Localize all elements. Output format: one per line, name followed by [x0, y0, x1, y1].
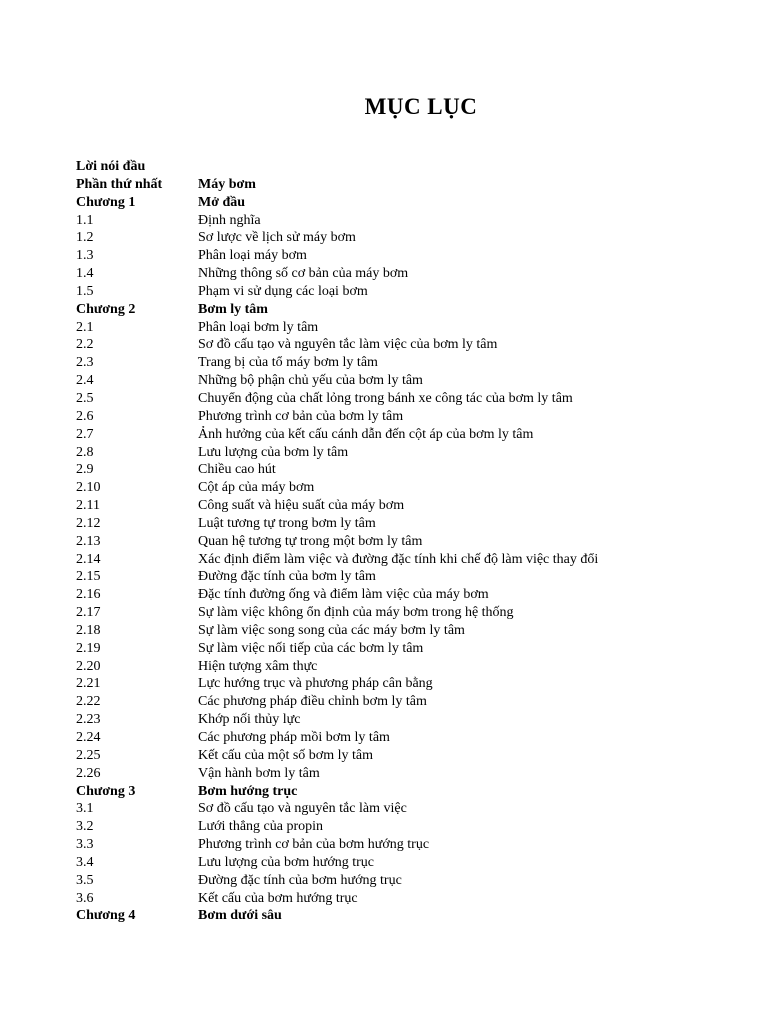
toc-entry — [76, 836, 756, 854]
toc-entry-title: Phân loại bơm ly tâm — [198, 319, 319, 335]
toc-entry-title: Lưới thẳng của propin — [198, 819, 324, 835]
toc-entry — [76, 729, 756, 747]
toc-entry-number: 2.16 — [76, 587, 101, 603]
toc-entry-title: Trang bị của tổ máy bơm ly tâm — [198, 355, 378, 371]
toc-entry-title: Sơ lược về lịch sử máy bơm — [198, 230, 356, 246]
toc-entry-number: 1.2 — [76, 230, 94, 246]
toc-entry — [76, 319, 756, 337]
toc-entry-title: Các phương pháp mồi bơm ly tâm — [198, 730, 390, 745]
toc-entry-title: Đường đặc tính của bơm hướng trục — [198, 872, 402, 888]
toc-entry — [76, 497, 756, 515]
toc-entry-number: Phần thứ nhất — [76, 176, 163, 192]
toc-entry-number: 2.6 — [76, 408, 94, 424]
toc-entry — [76, 301, 756, 319]
toc-entry-number: 2.4 — [76, 373, 94, 389]
toc-entry-title: Sự làm việc song song của các máy bơm ly tâm — [198, 622, 465, 638]
toc-entry — [76, 783, 756, 801]
toc-entry-title: Lưu lượng của bơm hướng trục — [198, 854, 374, 870]
toc-entry — [76, 747, 756, 765]
toc-entry-number: 2.11 — [76, 498, 100, 514]
toc-entry-number: 2.12 — [76, 515, 101, 531]
toc-entry-number: 2.22 — [76, 694, 101, 710]
toc-entry — [76, 568, 756, 586]
toc-entry-title: Quan hệ tương tự trong một bơm ly tâm — [198, 533, 423, 549]
toc-entry-number: 2.20 — [76, 658, 101, 674]
toc-entry-number: Chương 1 — [76, 194, 136, 210]
toc-entry — [76, 444, 756, 462]
toc-entry — [76, 390, 756, 408]
toc-entry — [76, 640, 756, 658]
toc-entry — [76, 818, 756, 836]
toc-entry-title: Kết cấu của một số bơm ly tâm — [198, 747, 373, 763]
toc-entry — [76, 907, 756, 925]
toc-entry-title: Sự làm việc không ổn định của máy bơm trong hệ thống — [198, 605, 514, 621]
toc-entry-number: 1.4 — [76, 266, 94, 282]
toc-entry-number: Chương 4 — [76, 908, 136, 924]
toc-entry-number: 1.5 — [76, 283, 94, 299]
toc-entry — [76, 176, 756, 194]
toc-entry-number: 2.10 — [76, 480, 101, 496]
toc-entry — [76, 336, 756, 354]
toc-entry-number: 2.7 — [76, 426, 94, 442]
toc-entry — [76, 854, 756, 872]
toc-entry — [76, 622, 756, 640]
toc-entry-number: 2.17 — [76, 605, 101, 621]
toc-entry-number: 2.1 — [76, 319, 94, 335]
toc-entry-number: 2.23 — [76, 712, 101, 728]
toc-entry-title: Khớp nối thủy lực — [198, 712, 301, 728]
toc-entry-title: Lưu lượng của bơm ly tâm — [198, 444, 349, 460]
toc-entry — [76, 675, 756, 693]
toc-entry-title: Bơm dưới sâu — [198, 908, 282, 924]
toc-entry — [76, 229, 756, 247]
toc-entry — [76, 533, 756, 551]
toc-entry — [76, 800, 756, 818]
toc-entry-number: 2.24 — [76, 730, 101, 745]
toc-entry — [76, 586, 756, 604]
toc-entry-number: 2.13 — [76, 533, 101, 549]
toc-entry-title: Lực hướng trục và phương pháp cân bằng — [198, 676, 433, 692]
toc-entry-number: 2.15 — [76, 569, 101, 585]
toc-entry-title: Phương trình cơ bản của bơm ly tâm — [198, 408, 404, 424]
toc-entry — [76, 194, 756, 212]
toc-entry-number: 3.6 — [76, 890, 94, 906]
toc-entry-title: Các phương pháp điều chỉnh bơm ly tâm — [198, 694, 427, 710]
toc-entry-title: Phạm vi sử dụng các loại bơm — [198, 283, 368, 299]
toc-entry-title: Máy bơm — [198, 176, 256, 192]
toc-entry-title: Hiện tượng xâm thực — [198, 658, 318, 674]
table-of-contents — [76, 158, 756, 925]
toc-entry-title: Phân loại máy bơm — [198, 248, 307, 264]
toc-entry-number: Chương 3 — [76, 783, 136, 799]
toc-entry — [76, 354, 756, 372]
toc-entry-number: 1.3 — [76, 248, 94, 264]
toc-entry — [76, 461, 756, 479]
toc-entry-title: Cột áp của máy bơm — [198, 480, 315, 496]
toc-entry-number: 1.1 — [76, 212, 94, 228]
toc-entry — [76, 551, 756, 569]
toc-entry-number: Lời nói đầu — [76, 159, 146, 174]
toc-entry-number: 3.2 — [76, 819, 94, 835]
page-title: MỤC LỤC — [364, 94, 478, 119]
toc-entry-title: Xác định điểm làm việc và đường đặc tính khi chế độ làm việc thay đổi — [198, 551, 599, 567]
toc-entry — [76, 515, 756, 533]
toc-entry-title: Công suất và hiệu suất của máy bơm — [198, 498, 405, 514]
toc-entry — [76, 765, 756, 783]
toc-entry — [76, 658, 756, 676]
toc-entry-number: 2.26 — [76, 765, 101, 781]
toc-entry-number: Chương 2 — [76, 301, 136, 317]
toc-entry-number: 2.14 — [76, 551, 101, 567]
toc-entry-number: 2.9 — [76, 462, 94, 478]
toc-entry-number: 3.5 — [76, 872, 94, 888]
toc-entry-title: Kết cấu của bơm hướng trục — [198, 890, 358, 906]
toc-entry-number: 2.19 — [76, 640, 101, 656]
toc-entry-number: 2.21 — [76, 676, 101, 692]
toc-entry-title: Sơ đồ cấu tạo và nguyên tắc làm việc — [198, 801, 407, 817]
toc-entry — [76, 693, 756, 711]
toc-entry-number: 3.1 — [76, 801, 94, 817]
toc-entry-title: Bơm hướng trục — [198, 783, 298, 799]
toc-entry-number: 2.25 — [76, 747, 101, 763]
toc-entry — [76, 265, 756, 283]
toc-entry-number: 3.3 — [76, 837, 94, 853]
toc-entry-title: Phương trình cơ bản của bơm hướng trục — [198, 837, 430, 853]
toc-entry-title: Chuyển động của chất lỏng trong bánh xe công tác của bơm ly tâm — [198, 390, 573, 406]
toc-entry-title: Đặc tính đường ống và điểm làm việc của máy bơm — [198, 587, 489, 603]
toc-entry — [76, 426, 756, 444]
toc-entry — [76, 158, 756, 176]
toc-entry-title: Luật tương tự trong bơm ly tâm — [198, 515, 376, 531]
toc-entry — [76, 408, 756, 426]
toc-entry-number: 2.3 — [76, 355, 94, 371]
toc-entry — [76, 247, 756, 265]
toc-entry-title: Chiều cao hút — [198, 462, 276, 478]
toc-entry — [76, 890, 756, 908]
toc-entry-title: Sơ đồ cấu tạo và nguyên tắc làm việc của bơm ly tâm — [198, 337, 498, 353]
toc-entry-title: Đường đặc tính của bơm ly tâm — [198, 569, 376, 585]
toc-entry-title: Sự làm việc nối tiếp của các bơm ly tâm — [198, 640, 424, 656]
toc-entry — [76, 283, 756, 301]
toc-entry — [76, 711, 756, 729]
toc-entry — [76, 479, 756, 497]
toc-entry-number: 3.4 — [76, 854, 94, 870]
toc-entry-title: Định nghĩa — [198, 212, 261, 228]
toc-entry-title: Bơm ly tâm — [198, 301, 268, 317]
toc-entry — [76, 372, 756, 390]
toc-entry-title: Những thông số cơ bản của máy bơm — [198, 266, 409, 282]
toc-entry-number: 2.2 — [76, 337, 94, 353]
toc-entry-number: 2.18 — [76, 622, 101, 638]
toc-entry-title: Ảnh hưởng của kết cấu cánh dẫn đến cột áp của bơm ly tâm — [198, 426, 534, 442]
toc-entry — [76, 872, 756, 890]
toc-entry-title: Những bộ phận chủ yếu của bơm ly tâm — [198, 373, 423, 389]
toc-entry — [76, 604, 756, 622]
toc-entry-number: 2.8 — [76, 444, 94, 460]
toc-entry-title: Mở đầu — [198, 194, 246, 210]
toc-entry — [76, 212, 756, 230]
toc-entry-number: 2.5 — [76, 390, 94, 406]
toc-entry-title: Vận hành bơm ly tâm — [198, 765, 320, 781]
